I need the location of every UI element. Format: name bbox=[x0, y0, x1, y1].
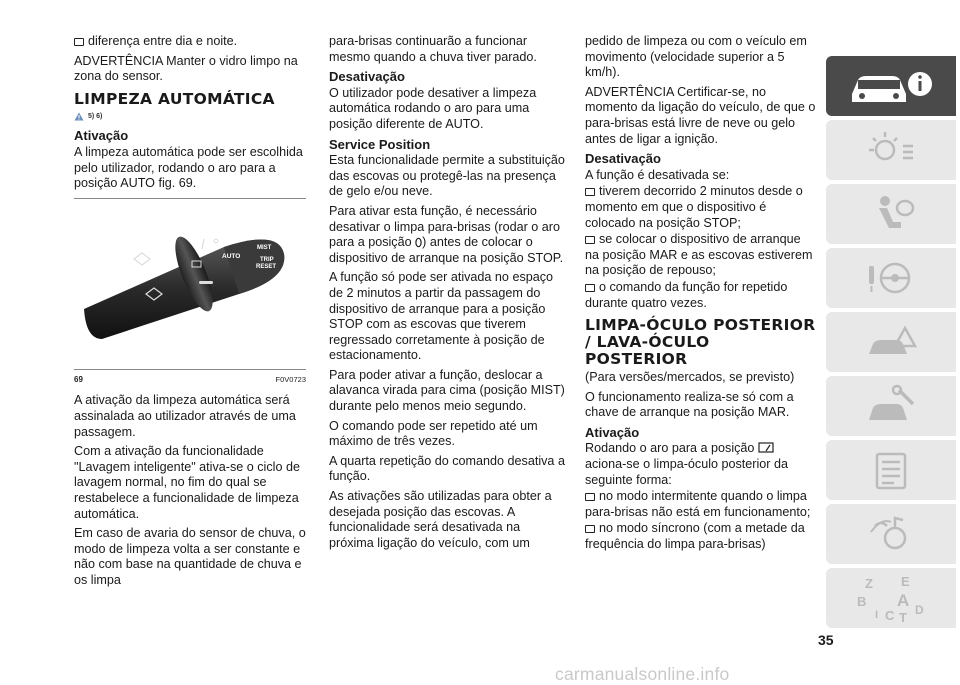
wiper-stalk-illustration bbox=[74, 199, 306, 369]
paragraph bbox=[329, 204, 565, 266]
tab-driving[interactable] bbox=[826, 248, 956, 308]
subheading-activation: Ativação bbox=[585, 424, 640, 440]
figure-number: 69 bbox=[74, 374, 83, 384]
subheading-deactivation: Desativação bbox=[329, 69, 405, 85]
page-number: 35 bbox=[818, 632, 834, 648]
chapter-tabs bbox=[826, 56, 956, 624]
index-letter: D bbox=[915, 603, 924, 617]
paragraph: A função só pode ser ativada no espaço de 2 minutos a partir da passagem do dispositivo de arranque para a posição STOP com as escovas que tiverem regressado corretamente à posição de estacionamento. bbox=[329, 270, 554, 363]
paragraph bbox=[74, 34, 306, 50]
index-letter: E bbox=[901, 574, 910, 589]
list-item bbox=[585, 521, 817, 552]
tab-index[interactable] bbox=[826, 568, 956, 628]
paragraph: O utilizador pode desativer a limpeza automática rodando o aro para uma posição diferente de AUTO. bbox=[329, 85, 537, 131]
warning-triangle-icon bbox=[74, 112, 84, 121]
text: o comando da função for repetido durante quatro vezes. bbox=[585, 279, 788, 310]
text: no modo síncrono (com a metade da frequência do limpa para-brisas) bbox=[585, 521, 805, 552]
column-1 bbox=[74, 34, 306, 592]
list-item bbox=[585, 232, 817, 279]
bullet-icon bbox=[585, 525, 595, 533]
paragraph: Esta funcionalidade permite a substituição das escovas ou protegê-las na presença de gelo e/ou neve. bbox=[329, 153, 565, 199]
index-letters-icon bbox=[851, 572, 931, 624]
lights-icon bbox=[861, 128, 921, 172]
figure-caption bbox=[74, 372, 306, 388]
subheading-service-position: Service Position bbox=[329, 136, 431, 152]
subheading-activation: Ativação bbox=[74, 128, 129, 144]
paragraph: Para poder ativar a função, deslocar a alavanca virada para cima (posição MIST) durante pelo menos meio segundo. bbox=[329, 367, 565, 414]
multimedia-icon bbox=[861, 512, 921, 556]
column-2 bbox=[329, 34, 565, 555]
paragraph: O funcionamento realiza-se só com a chave de arranque na posição MAR. bbox=[585, 389, 794, 420]
list-item bbox=[585, 184, 817, 231]
paragraph: pedido de limpeza ou com o veículo em movimento (velocidade superior a 5 km/h). bbox=[585, 34, 807, 80]
index-letter: A bbox=[897, 591, 910, 610]
paragraph: As ativações são utilizadas para obter a desejada posição das escovas. A funcionalidade será desativada na próxima ligação do veículo, com um bbox=[329, 489, 552, 550]
watermark: carmanualsonline.info bbox=[555, 664, 730, 684]
steering-wheel-icon bbox=[861, 256, 921, 300]
list-item bbox=[585, 489, 817, 520]
tab-lights[interactable] bbox=[826, 120, 956, 180]
subheading-deactivation: Desativação bbox=[585, 151, 661, 167]
warning-paragraph: ADVERTÊNCIA Manter o vidro limpo na zona do sensor. bbox=[74, 53, 298, 84]
car-info-icon bbox=[846, 64, 936, 108]
text: Rodando o aro para a posição bbox=[585, 441, 755, 456]
column-3 bbox=[585, 34, 817, 557]
tab-car-info[interactable] bbox=[826, 56, 956, 116]
paragraph: (Para versões/mercados, se previsto) bbox=[585, 370, 795, 385]
paragraph: para-brisas continuarão a funcionar mesmo quando a chuva tiver parado. bbox=[329, 34, 537, 64]
auto-label: AUTO bbox=[222, 252, 241, 260]
bullet-icon bbox=[585, 284, 595, 292]
emergency-icon bbox=[861, 320, 921, 364]
paragraph: A função é desativada se: bbox=[585, 167, 730, 182]
paragraph: A ativação da limpeza automática será assinalada ao utilizador através de uma passagem. bbox=[74, 393, 296, 439]
specifications-icon bbox=[861, 448, 921, 492]
bullet-icon bbox=[74, 38, 84, 46]
index-letter: C bbox=[885, 608, 895, 623]
paragraph: A quarta repetição do comando desativa a função. bbox=[329, 453, 565, 484]
trip-label: TRIP bbox=[260, 256, 274, 263]
figure-69 bbox=[74, 198, 306, 370]
airbag-seat-icon bbox=[861, 192, 921, 236]
tab-maintenance[interactable] bbox=[826, 376, 956, 436]
warning-paragraph: ADVERTÊNCIA Certificar-se, no momento da ligação do veículo, de que o para-brisas está livre de neve ou gelo antes de ligar a ignição. bbox=[585, 84, 816, 146]
section-title: LIMPEZA AUTOMÁTICA bbox=[74, 89, 275, 108]
text: se colocar o dispositivo de arranque na posição MAR e as escovas estiverem na posição de repouso; bbox=[585, 232, 813, 278]
maintenance-icon bbox=[861, 384, 921, 428]
bullet-icon bbox=[585, 236, 595, 244]
paragraph: Com a ativação da funcionalidade "Lavagem inteligente" ativa-se o ciclo de lavagem normal, no fim do qual se restabelece a funcionalidade de limpeza automática. bbox=[74, 444, 300, 521]
tab-multimedia[interactable] bbox=[826, 504, 956, 564]
tab-safety[interactable] bbox=[826, 184, 956, 244]
paragraph: O comando pode ser repetido até um máximo de três vezes. bbox=[329, 418, 538, 449]
paragraph: Em caso de avaria do sensor de chuva, o modo de limpeza volta a ser constante e não com base na quantidade de chuva e os limpa bbox=[74, 526, 306, 587]
index-letter: B bbox=[857, 594, 867, 609]
list-item bbox=[585, 280, 817, 311]
figure-code: F0V0723 bbox=[275, 374, 306, 384]
bullet-icon bbox=[585, 188, 595, 196]
tab-emergency[interactable] bbox=[826, 312, 956, 372]
paragraph bbox=[585, 441, 817, 488]
rear-wiper-icon bbox=[758, 442, 774, 454]
refs-text: 5) 6) bbox=[88, 112, 103, 120]
index-letter: I bbox=[875, 609, 879, 621]
warning-refs bbox=[74, 109, 306, 125]
text: Para ativar esta função, é necessário desativar o limpa para-brisas (rodar o aro para a posição bbox=[329, 203, 560, 250]
index-letter: T bbox=[899, 610, 907, 624]
reset-label: RESET bbox=[256, 263, 277, 270]
text: aciona-se o limpa-óculo posterior da seguinte forma: bbox=[585, 457, 789, 487]
text: diferença entre dia e noite. bbox=[88, 34, 238, 48]
section-title: LIMPA-ÓCULO POSTERIOR / LAVA-ÓCULO POSTERIOR bbox=[585, 316, 816, 369]
paragraph: A limpeza automática pode ser escolhida pelo utilizador, rodando o aro para a posição AUTO fig. 69. bbox=[74, 144, 303, 191]
text: tiverem decorrido 2 minutos desde o momento em que o dispositivo é colocado na posição STOP; bbox=[585, 184, 803, 230]
index-letter: Z bbox=[865, 576, 873, 591]
bullet-icon bbox=[585, 493, 595, 501]
text: no modo intermitente quando o limpa para-brisas não está em funcionamento; bbox=[585, 489, 811, 519]
mist-label: MIST bbox=[257, 244, 272, 251]
text: ) antes de colocar o dispositivo de arranque na posição STOP. bbox=[329, 235, 564, 265]
tab-specifications[interactable] bbox=[826, 440, 956, 500]
